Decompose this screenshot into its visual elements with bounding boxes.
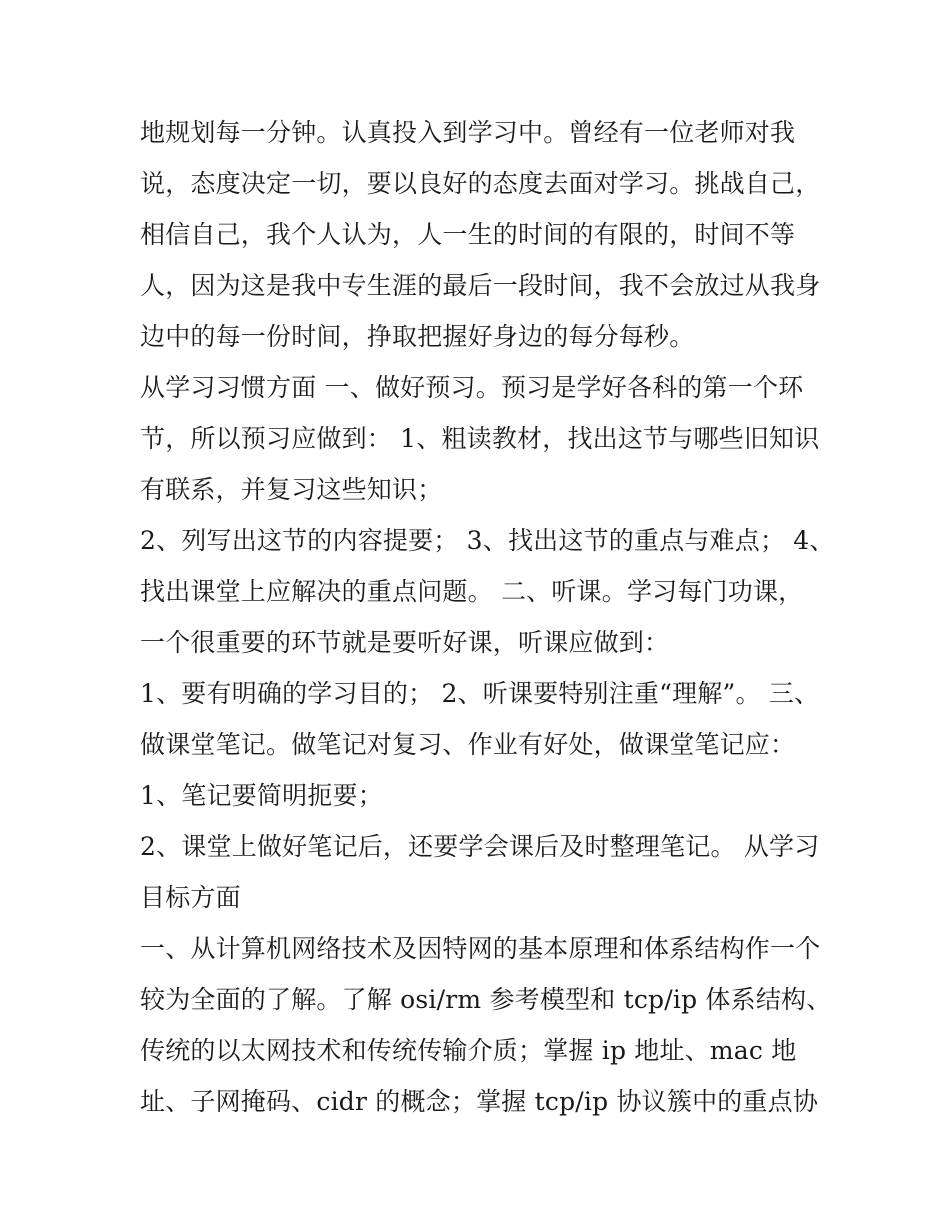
text-line: 1、笔记要简明扼要； bbox=[140, 781, 383, 810]
text-line: 较为全面的了解。了解 osi/rm 参考模型和 tcp/ip 体系结构、 bbox=[140, 985, 832, 1014]
text-line: 说，态度决定一切，要以良好的态度去面对学习。挑战自己， bbox=[140, 169, 821, 198]
text-line: 2、列写出这节的内容提要； 3、找出这节的重点与难点； 4、 bbox=[140, 526, 835, 555]
text-line: 传统的以太网技术和传统传输介质；掌握 ip 地址、mac 地 bbox=[140, 1036, 797, 1065]
text-line: 节，所以预习应做到： 1、粗读教材，找出这节与哪些旧知识 bbox=[140, 424, 820, 453]
text-line: 人，因为这是我中专生涯的最后一段时间，我不会放过从我身 bbox=[140, 271, 821, 300]
text-line: 目标方面 bbox=[140, 883, 241, 912]
text-line: 边中的每一份时间，挣取把握好身边的每分每秒。 bbox=[140, 322, 695, 351]
text-line: 从学习习惯方面 一、做好预习。预习是学好各科的第一个环 bbox=[140, 373, 804, 402]
text-line: 一个很重要的环节就是要听好课，听课应做到： bbox=[140, 628, 670, 657]
text-line: 1、要有明确的学习目的； 2、听课要特别注重“理解”。 三、 bbox=[140, 679, 820, 708]
body-text bbox=[140, 107, 835, 1127]
text-line: 找出课堂上应解决的重点问题。 二、听课。学习每门功课， bbox=[140, 577, 804, 606]
text-line: 一、从计算机网络技术及因特网的基本原理和体系结构作一个 bbox=[140, 934, 821, 963]
text-line: 做课堂笔记。做笔记对复习、作业有好处，做课堂笔记应： bbox=[140, 730, 796, 759]
text-line: 相信自己，我个人认为，人一生的时间的有限的，时间不等 bbox=[140, 220, 796, 249]
text-line: 2、课堂上做好笔记后，还要学会课后及时整理笔记。 从学习 bbox=[140, 832, 820, 861]
text-line: 有联系，并复习这些知识； bbox=[140, 475, 443, 504]
text-line: 地规划每一分钟。认真投入到学习中。曾经有一位老师对我 bbox=[140, 118, 796, 147]
text-line: 址、子网掩码、cidr 的概念；掌握 tcp/ip 协议簇中的重点协 bbox=[140, 1087, 819, 1116]
